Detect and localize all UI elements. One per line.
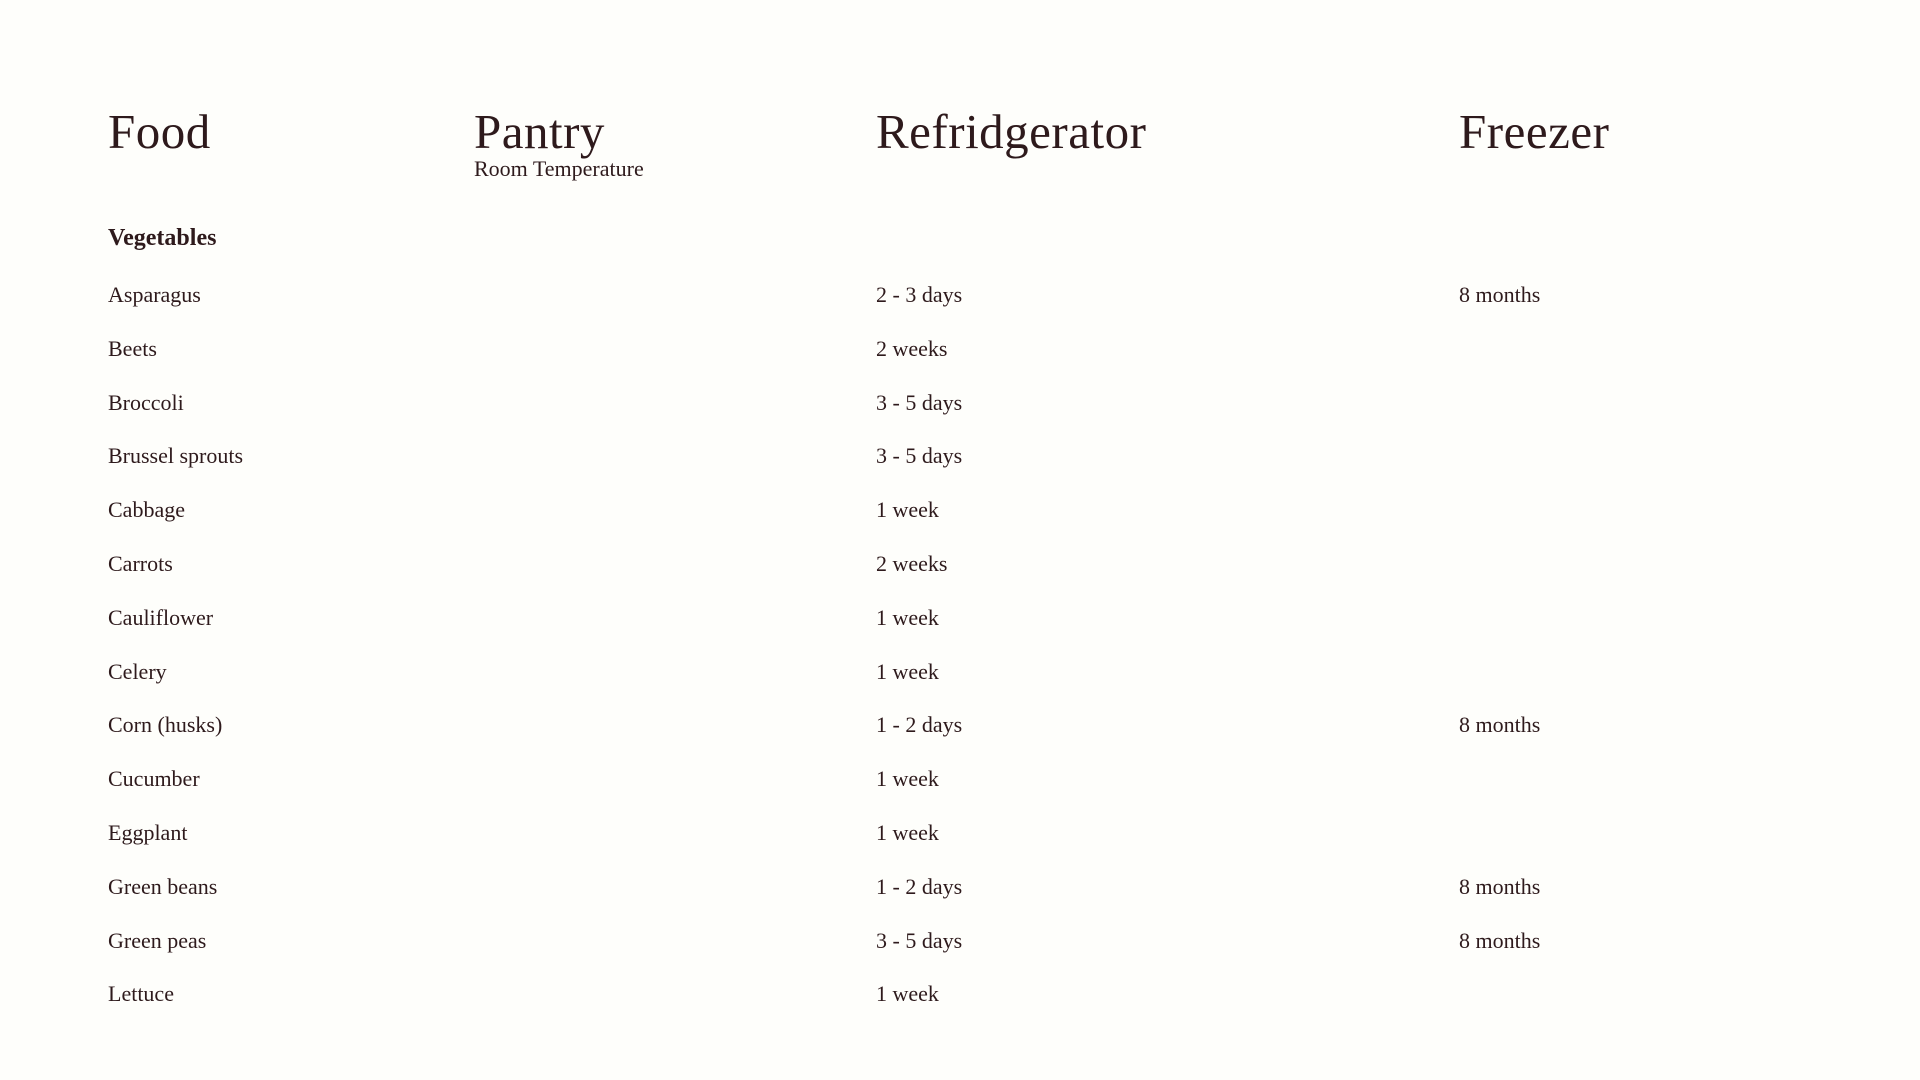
food-cell: Lettuce [108,981,174,1007]
refrigerator-column-header: Refridgerator [876,104,1147,159]
refrigerator-cell: 1 week [876,766,939,792]
food-cell: Green beans [108,873,218,899]
refrigerator-cell: 2 weeks [876,335,948,361]
table-row [0,493,1920,547]
table-row [0,924,1920,978]
freezer-cell: 8 months [1459,712,1541,738]
pantry-column-subheader: Room Temperature [474,156,644,181]
food-rows [0,278,1920,1031]
refrigerator-cell: 1 - 2 days [876,712,963,738]
food-cell: Green peas [108,927,207,953]
freezer-cell: 8 months [1459,282,1541,307]
refrigerator-cell: 1 week [876,819,939,845]
table-row [0,332,1920,386]
table-row [0,762,1920,816]
refrigerator-cell: 2 - 3 days [876,282,963,307]
table-row [0,278,1920,332]
food-cell: Cauliflower [108,604,214,630]
food-cell: Brussel sprouts [108,443,244,469]
food-cell: Beets [108,335,157,361]
food-cell: Asparagus [108,282,201,307]
table-row [0,977,1920,1031]
refrigerator-cell: 3 - 5 days [876,927,963,953]
food-cell: Eggplant [108,819,188,845]
refrigerator-cell: 1 week [876,981,939,1007]
table-row [0,439,1920,493]
table-row [0,601,1920,655]
table-row [0,816,1920,870]
food-cell: Carrots [108,550,173,576]
refrigerator-cell: 1 week [876,497,939,523]
refrigerator-cell: 3 - 5 days [876,443,963,469]
refrigerator-cell: 2 weeks [876,550,948,576]
refrigerator-cell: 1 week [876,604,939,630]
freezer-cell: 8 months [1459,873,1541,899]
pantry-column-header: Pantry [474,104,605,159]
food-column-header: Food [108,104,211,159]
food-cell: Cucumber [108,766,200,792]
freezer-cell: 8 months [1459,927,1541,953]
food-cell: Celery [108,658,167,684]
food-cell: Corn (husks) [108,712,223,738]
food-cell: Broccoli [108,389,184,415]
refrigerator-cell: 1 week [876,658,939,684]
section-title-vegetables: Vegetables [108,225,217,251]
table-row [0,655,1920,709]
refrigerator-cell: 1 - 2 days [876,873,963,899]
refrigerator-cell: 3 - 5 days [876,389,963,415]
freezer-column-header: Freezer [1459,104,1610,159]
food-cell: Cabbage [108,497,185,523]
table-row [0,708,1920,762]
table-row [0,386,1920,440]
table-row [0,547,1920,601]
table-row [0,870,1920,924]
